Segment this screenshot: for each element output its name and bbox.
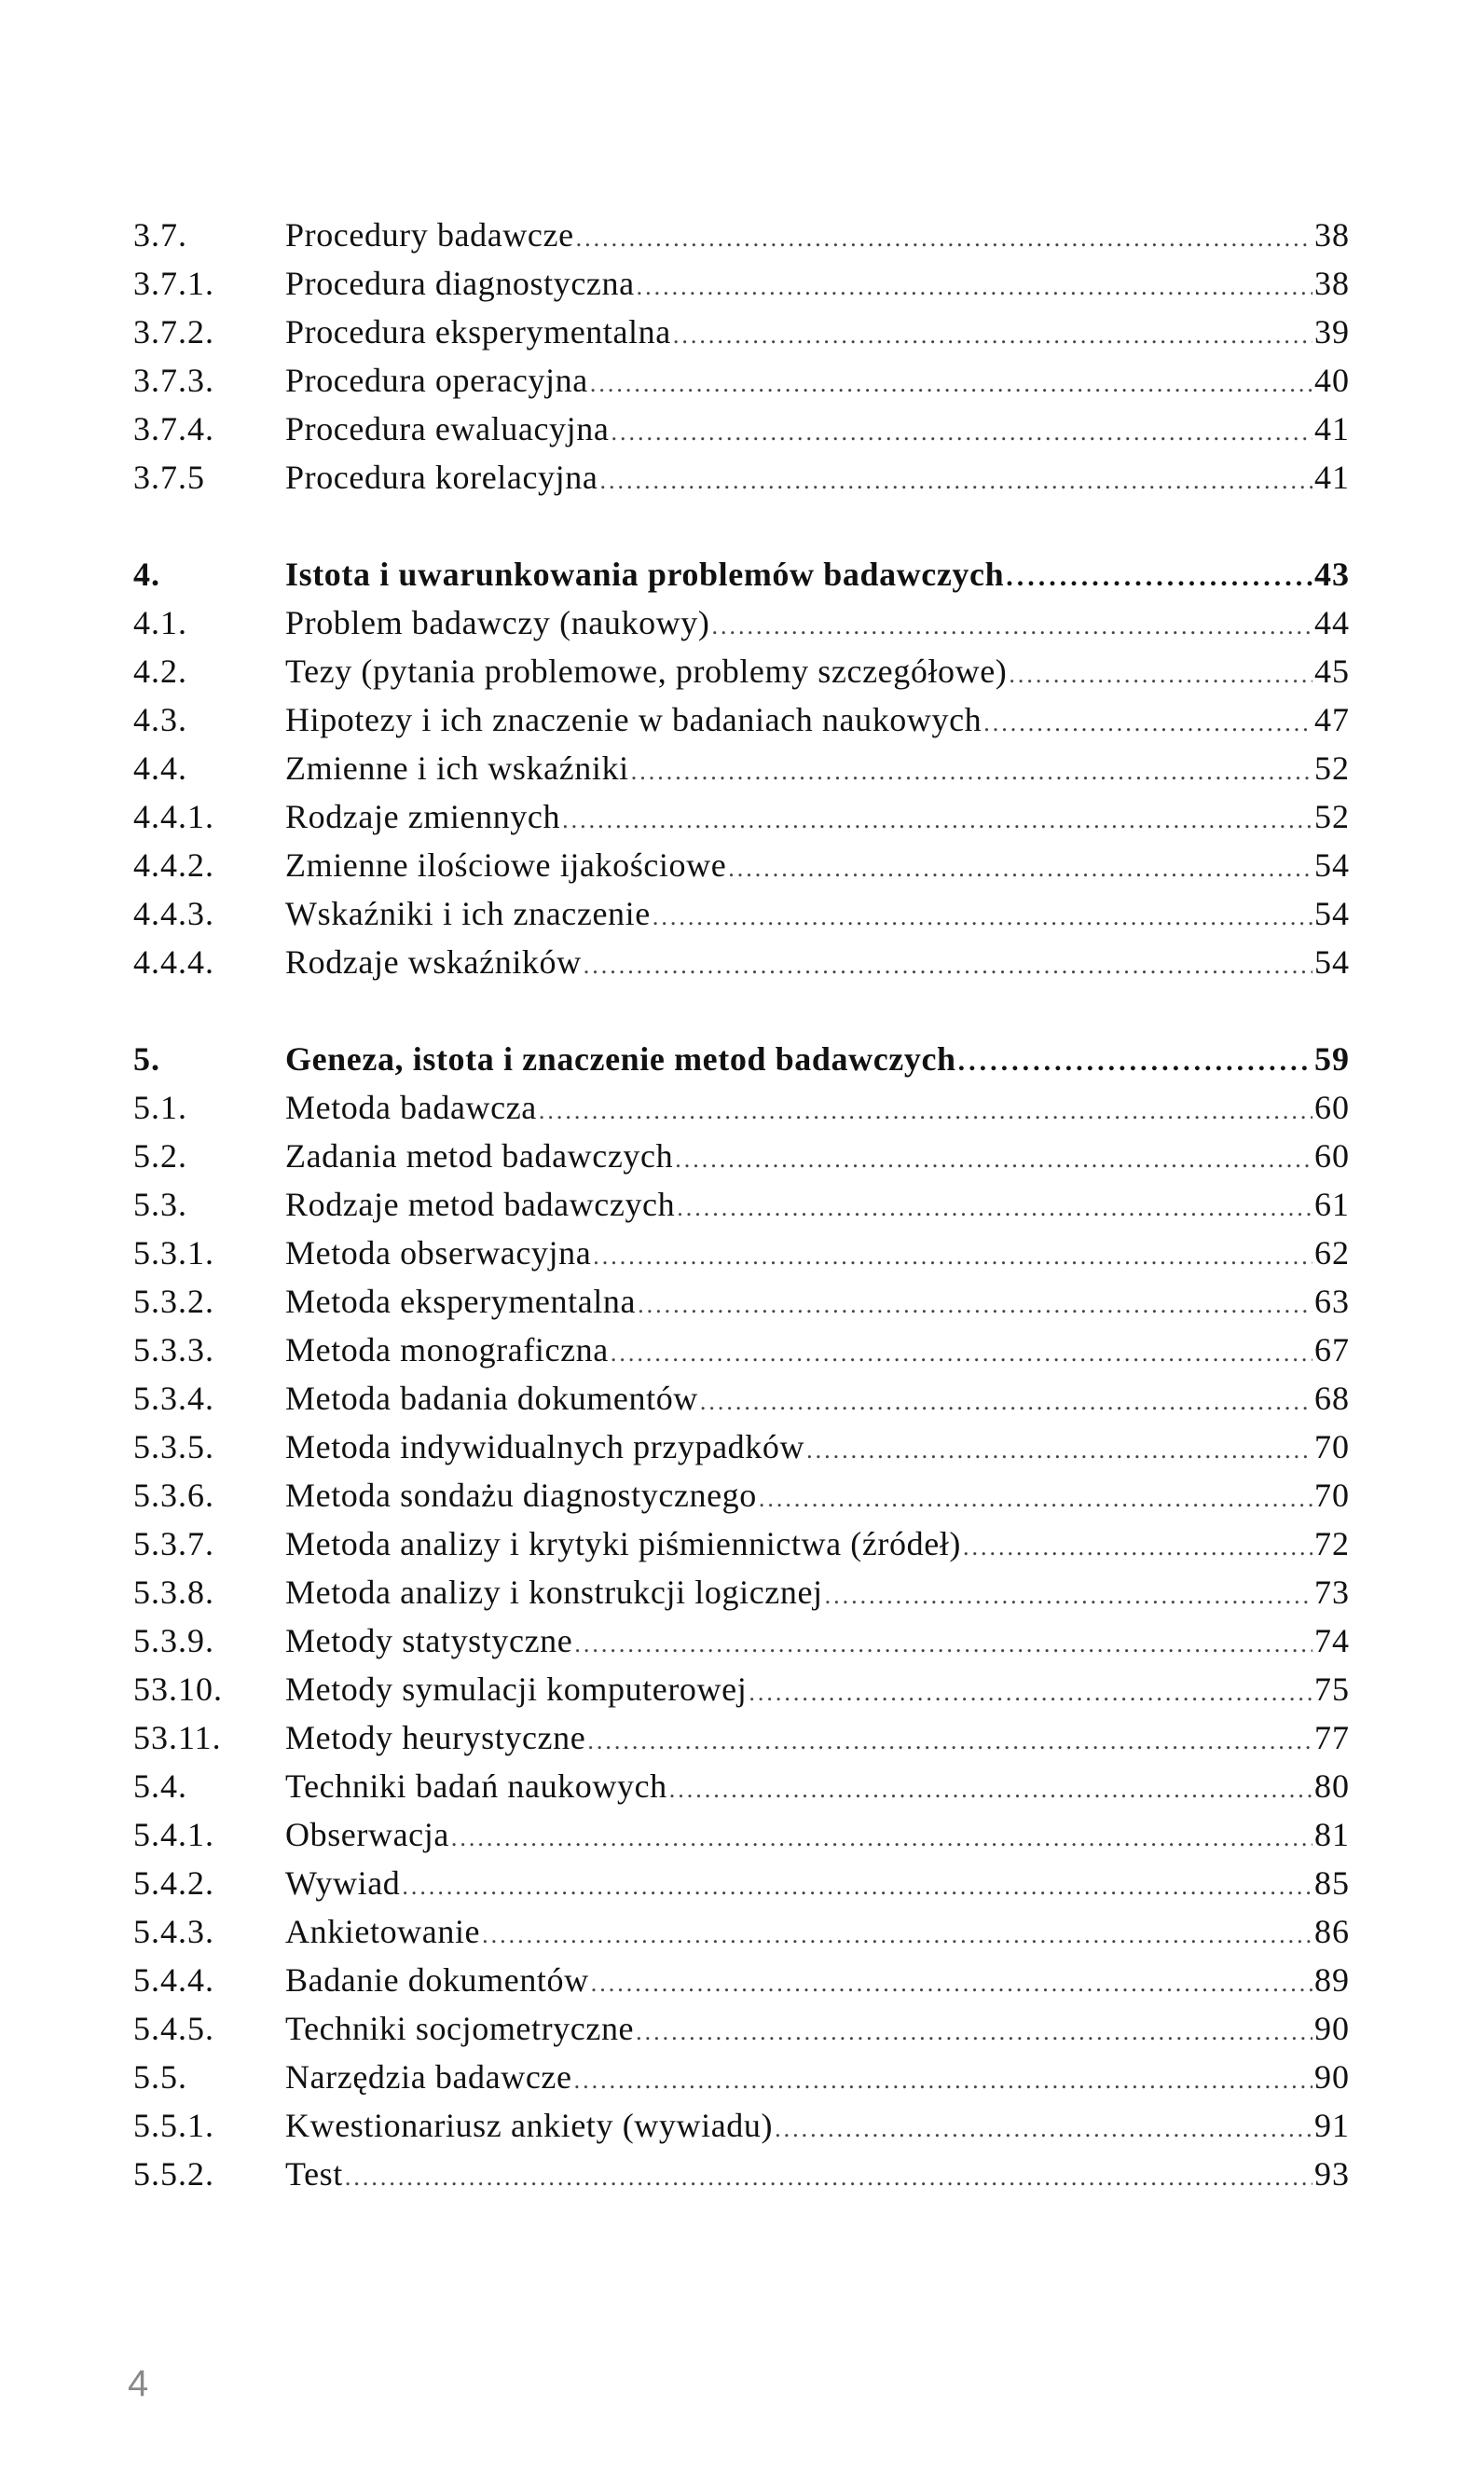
dot-leader — [584, 942, 1312, 990]
toc-entry — [0, 1810, 1484, 1859]
entry-title: Zmienne i ich wskaźniki — [285, 749, 629, 787]
entry-title: Tezy (pytania problemowe, problemy szczegółowe) — [285, 653, 1008, 690]
entry-page: 85 — [1314, 1864, 1350, 1902]
entry-title: Techniki badań naukowych — [285, 1767, 667, 1805]
entry-number: 3.7.3. — [133, 362, 214, 399]
toc-entry — [0, 598, 1484, 647]
toc-entry — [0, 1519, 1484, 1568]
entry-title: Metoda eksperymentalna — [285, 1283, 637, 1320]
toc-entry — [0, 938, 1484, 986]
toc-entry — [0, 841, 1484, 889]
entry-number: 5. — [133, 1040, 160, 1078]
entry-line — [285, 889, 1350, 942]
toc-entry — [0, 1907, 1484, 1956]
entry-line — [285, 1132, 1350, 1184]
dot-leader — [669, 1766, 1312, 1814]
dot-leader — [451, 1814, 1312, 1863]
entry-line — [285, 308, 1350, 360]
entry-line — [285, 2101, 1350, 2153]
entry-page: 90 — [1314, 2010, 1350, 2047]
entry-title: Wywiad — [285, 1864, 401, 1902]
entry-title: Obserwacja — [285, 1816, 449, 1853]
entry-title: Techniki socjometryczne — [285, 2010, 635, 2047]
entry-page: 63 — [1314, 1283, 1350, 1320]
entry-line — [285, 453, 1350, 505]
dot-leader — [591, 1959, 1312, 2008]
page-number: 4 — [128, 2363, 149, 2404]
entry-line — [285, 647, 1350, 699]
dot-leader — [775, 2105, 1312, 2153]
entry-page: 38 — [1314, 216, 1350, 254]
entry-page: 89 — [1314, 1961, 1350, 1999]
entry-number: 5.1. — [133, 1089, 187, 1126]
dot-leader — [631, 748, 1312, 796]
dot-leader — [574, 1620, 1312, 1669]
dot-leader — [482, 1911, 1312, 1959]
entry-number: 4.1. — [133, 604, 187, 641]
toc-entry — [0, 308, 1484, 356]
table-of-contents — [0, 211, 1484, 2198]
entry-number: 4.4. — [133, 749, 187, 787]
toc-entry — [0, 1277, 1484, 1326]
entry-page: 72 — [1314, 1525, 1350, 1562]
entry-title: Zadania metod badawczych — [285, 1137, 674, 1175]
entry-title: Problem badawczy (naukowy) — [285, 604, 710, 641]
entry-page: 91 — [1314, 2107, 1350, 2144]
dot-leader — [963, 1523, 1312, 1572]
entry-line — [285, 1229, 1350, 1281]
entry-title: Procedura diagnostyczna — [285, 265, 635, 302]
entry-number: 5.3.2. — [133, 1283, 214, 1320]
entry-page: 60 — [1314, 1137, 1350, 1175]
entry-page: 68 — [1314, 1380, 1350, 1417]
entry-page: 52 — [1314, 798, 1350, 835]
entry-number: 5.3.9. — [133, 1622, 214, 1659]
entry-title: Procedura operacyjna — [285, 362, 588, 399]
toc-entry — [0, 2150, 1484, 2198]
dot-leader — [825, 1572, 1312, 1620]
entry-number: 5.4. — [133, 1767, 187, 1805]
entry-number: 5.3.7. — [133, 1525, 214, 1562]
dot-leader — [590, 360, 1312, 408]
entry-title: Procedura korelacyjna — [285, 459, 598, 496]
entry-line — [285, 598, 1350, 651]
toc-entry — [0, 1471, 1484, 1519]
entry-number: 4.4.4. — [133, 943, 214, 981]
entry-number: 5.3.1. — [133, 1234, 214, 1272]
entry-title: Metoda analizy i krytyki piśmiennictwa (źródeł) — [285, 1525, 961, 1562]
entry-number: 5.4.4. — [133, 1961, 214, 1999]
dot-leader — [1006, 553, 1312, 601]
entry-page: 54 — [1314, 895, 1350, 932]
entry-page: 75 — [1314, 1671, 1350, 1708]
entry-title: Geneza, istota i znaczenie metod badawczych — [285, 1040, 956, 1078]
toc-entry — [0, 744, 1484, 792]
dot-leader — [599, 457, 1312, 505]
entry-number: 53.10. — [133, 1671, 223, 1708]
toc-entry — [0, 1568, 1484, 1616]
entry-page: 41 — [1314, 410, 1350, 447]
dot-leader — [574, 2056, 1312, 2105]
toc-entry — [0, 1616, 1484, 1665]
entry-page: 47 — [1314, 701, 1350, 738]
entry-number: 5.5.1. — [133, 2107, 214, 2144]
entry-line — [285, 405, 1350, 457]
entry-page: 43 — [1314, 556, 1350, 593]
section-gap — [0, 502, 1484, 550]
dot-leader — [728, 845, 1312, 893]
dot-leader — [675, 1135, 1312, 1184]
entry-number: 5.4.3. — [133, 1913, 214, 1950]
entry-title: Procedura eksperymentalna — [285, 313, 671, 351]
toc-entry — [0, 2053, 1484, 2101]
entry-line — [285, 1326, 1350, 1378]
entry-page: 90 — [1314, 2058, 1350, 2096]
dot-leader — [711, 602, 1312, 651]
entry-line — [285, 1519, 1350, 1572]
toc-entry — [0, 1859, 1484, 1907]
toc-entry — [0, 1180, 1484, 1229]
entry-line — [285, 695, 1350, 748]
entry-page: 52 — [1314, 749, 1350, 787]
entry-page: 41 — [1314, 459, 1350, 496]
dot-leader — [653, 893, 1312, 942]
dot-leader — [759, 1475, 1312, 1523]
entry-number: 5.3. — [133, 1186, 187, 1223]
toc-entry — [0, 2004, 1484, 2053]
entry-line — [285, 2150, 1350, 2202]
toc-entry — [0, 1326, 1484, 1374]
dot-leader — [593, 1232, 1312, 1281]
entry-line — [285, 1713, 1350, 1766]
toc-entry — [0, 405, 1484, 453]
entry-number: 4.4.2. — [133, 846, 214, 884]
entry-number: 5.4.1. — [133, 1816, 214, 1853]
entry-page: 62 — [1314, 1234, 1350, 1272]
dot-leader — [587, 1717, 1312, 1766]
entry-line — [285, 1471, 1350, 1523]
entry-page: 74 — [1314, 1622, 1350, 1659]
entry-line — [285, 841, 1350, 893]
toc-entry — [0, 647, 1484, 695]
entry-page: 70 — [1314, 1428, 1350, 1465]
entry-number: 53.11. — [133, 1719, 222, 1756]
entry-page: 80 — [1314, 1767, 1350, 1805]
dot-leader — [958, 1038, 1312, 1086]
entry-line — [285, 2053, 1350, 2105]
entry-title: Wskaźniki i ich znaczenie — [285, 895, 651, 932]
entry-page: 81 — [1314, 1816, 1350, 1853]
dot-leader — [636, 2008, 1312, 2056]
entry-line — [285, 1374, 1350, 1426]
entry-page: 44 — [1314, 604, 1350, 641]
entry-page: 77 — [1314, 1719, 1350, 1756]
entry-number: 5.3.8. — [133, 1574, 214, 1611]
entry-title: Metoda badawcza — [285, 1089, 537, 1126]
entry-number: 5.3.3. — [133, 1331, 214, 1368]
toc-entry — [0, 2101, 1484, 2150]
entry-title: Kwestionariusz ankiety (wywiadu) — [285, 2107, 774, 2144]
entry-number: 3.7.4. — [133, 410, 214, 447]
entry-number: 5.5.2. — [133, 2155, 214, 2193]
toc-entry — [0, 1229, 1484, 1277]
entry-line — [285, 211, 1350, 263]
entry-line — [285, 744, 1350, 796]
section-gap — [0, 986, 1484, 1035]
entry-line — [285, 2004, 1350, 2056]
dot-leader — [562, 796, 1312, 845]
toc-chapter-entry — [0, 1035, 1484, 1083]
entry-number: 3.7.2. — [133, 313, 214, 351]
toc-entry — [0, 1423, 1484, 1471]
toc-entry — [0, 1083, 1484, 1132]
entry-line — [285, 1423, 1350, 1475]
entry-number: 4.4.3. — [133, 895, 214, 932]
entry-number: 5.3.4. — [133, 1380, 214, 1417]
toc-entry — [0, 695, 1484, 744]
entry-number: 5.5. — [133, 2058, 187, 2096]
entry-line — [285, 1665, 1350, 1717]
entry-line — [285, 1956, 1350, 2008]
toc-entry — [0, 1374, 1484, 1423]
entry-line — [285, 550, 1350, 601]
entry-title: Metoda obserwacyjna — [285, 1234, 592, 1272]
toc-entry — [0, 259, 1484, 308]
entry-title: Hipotezy i ich znaczenie w badaniach naukowych — [285, 701, 982, 738]
entry-line — [285, 1762, 1350, 1814]
entry-page: 73 — [1314, 1574, 1350, 1611]
entry-title: Procedury badawcze — [285, 216, 574, 254]
toc-entry — [0, 453, 1484, 502]
entry-title: Ankietowanie — [285, 1913, 481, 1950]
entry-number: 5.2. — [133, 1137, 187, 1175]
entry-title: Rodzaje zmiennych — [285, 798, 561, 835]
toc-entry — [0, 889, 1484, 938]
entry-number: 4.4.1. — [133, 798, 214, 835]
entry-title: Istota i uwarunkowania problemów badawczych — [285, 556, 1005, 593]
entry-number: 5.3.5. — [133, 1428, 214, 1465]
entry-title: Procedura ewaluacyjna — [285, 410, 610, 447]
entry-title: Metody heurystyczne — [285, 1719, 586, 1756]
entry-line — [285, 1616, 1350, 1669]
entry-line — [285, 1859, 1350, 1911]
dot-leader — [576, 214, 1312, 263]
dot-leader — [637, 263, 1312, 311]
entry-number: 5.3.6. — [133, 1477, 214, 1514]
toc-entry — [0, 211, 1484, 259]
dot-leader — [638, 1281, 1312, 1329]
entry-line — [285, 356, 1350, 408]
toc-chapter-entry — [0, 550, 1484, 598]
dot-leader — [402, 1863, 1312, 1911]
entry-number: 4.2. — [133, 653, 187, 690]
entry-line — [285, 938, 1350, 990]
dot-leader — [700, 1378, 1312, 1426]
entry-title: Narzędzia badawcze — [285, 2058, 572, 2096]
entry-title: Metoda indywidualnych przypadków — [285, 1428, 805, 1465]
entry-line — [285, 1907, 1350, 1959]
toc-entry — [0, 1132, 1484, 1180]
entry-page: 93 — [1314, 2155, 1350, 2193]
toc-entry — [0, 1956, 1484, 2004]
entry-line — [285, 1568, 1350, 1620]
entry-number: 5.4.5. — [133, 2010, 214, 2047]
dot-leader — [611, 1329, 1312, 1378]
dot-leader — [806, 1426, 1312, 1475]
dot-leader — [539, 1087, 1312, 1135]
entry-line — [285, 1180, 1350, 1232]
entry-page: 60 — [1314, 1089, 1350, 1126]
toc-entry — [0, 1713, 1484, 1762]
entry-number: 3.7.1. — [133, 265, 214, 302]
entry-page: 54 — [1314, 943, 1350, 981]
entry-title: Metoda monograficzna — [285, 1331, 609, 1368]
entry-line — [285, 259, 1350, 311]
entry-page: 45 — [1314, 653, 1350, 690]
entry-title: Metoda sondażu diagnostycznego — [285, 1477, 757, 1514]
entry-title: Rodzaje wskaźników — [285, 943, 582, 981]
toc-entry — [0, 792, 1484, 841]
entry-page: 70 — [1314, 1477, 1350, 1514]
entry-page: 39 — [1314, 313, 1350, 351]
entry-page: 61 — [1314, 1186, 1350, 1223]
entry-title: Zmienne ilościowe ijakościowe — [285, 846, 727, 884]
dot-leader — [611, 408, 1312, 457]
dot-leader — [673, 311, 1312, 360]
entry-number: 5.4.2. — [133, 1864, 214, 1902]
entry-page: 38 — [1314, 265, 1350, 302]
entry-line — [285, 1035, 1350, 1086]
dot-leader — [1009, 651, 1312, 699]
entry-title: Metody statystyczne — [285, 1622, 573, 1659]
toc-entry — [0, 1762, 1484, 1810]
entry-page: 86 — [1314, 1913, 1350, 1950]
entry-title: Metody symulacji komputerowej — [285, 1671, 748, 1708]
toc-entry — [0, 356, 1484, 405]
entry-title: Rodzaje metod badawczych — [285, 1186, 676, 1223]
entry-page: 67 — [1314, 1331, 1350, 1368]
dot-leader — [749, 1669, 1312, 1717]
entry-page: 40 — [1314, 362, 1350, 399]
entry-title: Test — [285, 2155, 343, 2193]
entry-page: 54 — [1314, 846, 1350, 884]
entry-line — [285, 792, 1350, 845]
entry-title: Badanie dokumentów — [285, 1961, 589, 1999]
entry-title: Metoda badania dokumentów — [285, 1380, 698, 1417]
entry-line — [285, 1810, 1350, 1863]
toc-entry — [0, 1665, 1484, 1713]
entry-line — [285, 1277, 1350, 1329]
entry-number: 4.3. — [133, 701, 187, 738]
entry-number: 3.7.5 — [133, 459, 205, 496]
entry-line — [285, 1083, 1350, 1135]
entry-page: 59 — [1314, 1040, 1350, 1078]
entry-title: Metoda analizy i konstrukcji logicznej — [285, 1574, 823, 1611]
dot-leader — [983, 699, 1312, 748]
entry-number: 4. — [133, 556, 160, 593]
entry-number: 3.7. — [133, 216, 187, 254]
dot-leader — [345, 2153, 1312, 2202]
dot-leader — [677, 1184, 1312, 1232]
